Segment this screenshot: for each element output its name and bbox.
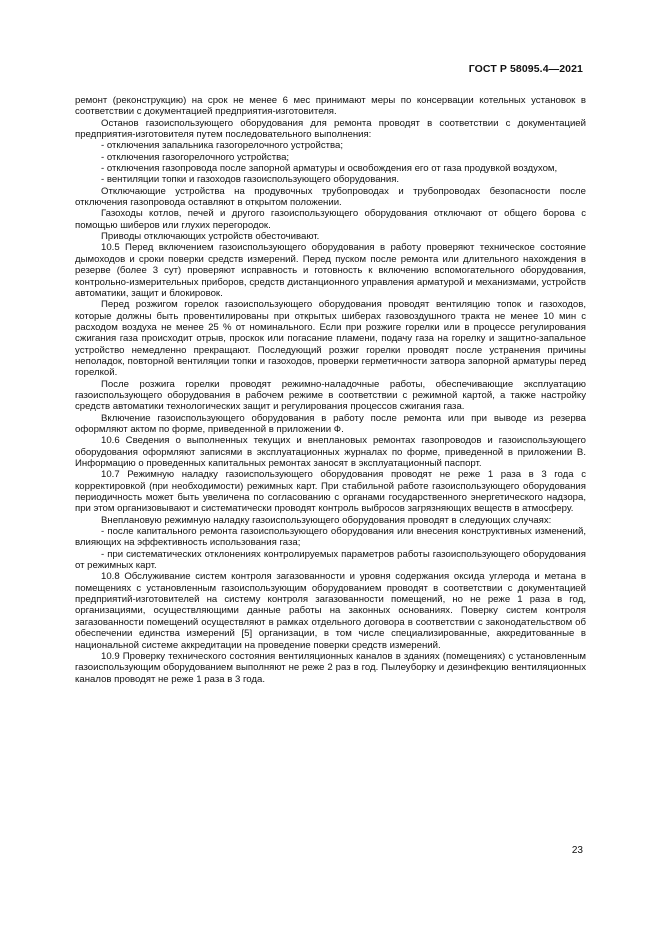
paragraph: Перед розжигом горелок газоиспользующего оборудования проводят вентиляцию топок и газоходов, которые должны быть провентилированы при открытых шиберах газовоздушного тракта не менее 10 мин с расходом воздуха не менее 25 % от номинального. Если при розжиге горелки или в процессе регулирования сжигания газа происходит отрыв, проскок или погасание пламени, подачу газа на горелку и защитно-запальное устройство немедленно прекращают. Последующий розжиг горелки проводят после устранения причины неполадок, повторной вентиляции топки и газоходов, проверки герметичности затвора запорной арматуры перед горелкой. — [75, 299, 586, 379]
paragraph: 10.7 Режимную наладку газоиспользующего оборудования проводят не реже 1 раза в 3 года с корректировкой (при необходимости) режимных карт. При стабильной работе газоиспользующего оборудования периодичность может быть увеличена по согласованию с органами государственного энергетического надзора, при этом организовывают и систематически проводят контроль выбросов загрязняющих веществ в атмосферу. — [75, 469, 586, 515]
paragraph: 10.6 Сведения о выполненных текущих и внеплановых ремонтах газопроводов и газоиспользующего оборудования оформляют записями в эксплуатационных журналах по форме, приведенной в приложении В. Информацию о проведенных капитальных ремонтах заносят в эксплуатационный паспорт. — [75, 435, 586, 469]
paragraph: После розжига горелки проводят режимно-наладочные работы, обеспечивающие эксплуатацию газоиспользующего оборудования в рабочем режиме в соответствии с режимной картой, а также настройку средств автоматики технологических защит и регулирования процессов сжигания газа. — [75, 378, 586, 413]
list-item: - вентиляции топки и газоходов газоиспользующего оборудования. — [101, 174, 400, 186]
paragraph: Отключающие устройства на продувочных трубопроводах и трубопроводах безопасности после отключения газопровода оставляют в открытом положении. — [75, 185, 586, 209]
paragraph: Останов газоиспользующего оборудования для ремонта проводят в соответствии с документацией предприятия-изготовителя путем последовательного выполнения: — [75, 117, 586, 141]
paragraph: Внеплановую режимную наладку газоиспользующего оборудования проводят в следующих случаях: — [101, 514, 552, 526]
paragraph: Приводы отключающих устройств обесточивают. — [101, 231, 320, 243]
paragraph: 10.5 Перед включением газоиспользующего оборудования в работу проверяют техническое состояние дымоходов и сроки поверки средств измерений. Перед пуском после ремонта или длительного нахождения в резерве (более 3 сут) проверяют исправность и готовность к включению вспомогательного оборудования, контрольно-измерительных приборов, средств дистанционного управления арматурой и механизмами, устройств автоматики, защит и блокировок. — [75, 242, 586, 299]
list-item: - при систематических отклонениях контролируемых параметров работы газоиспользующего оборудования от режимных карт. — [75, 548, 586, 572]
paragraph: ремонт (реконструкцию) на срок не менее 6 мес принимают меры по консервации котельных установок в соответствии с документацией предприятия-изготовителя. — [75, 95, 586, 118]
list-item: - отключения газопровода после запорной арматуры и освобождения его от газа продувкой воздухом, — [101, 163, 558, 175]
list-item: - отключения газогорелочного устройства; — [101, 151, 290, 163]
list-item: - после капитального ремонта газоиспользующего оборудования или внесения конструктивных изменений, влияющих на эффективность использования газа; — [75, 526, 586, 549]
paragraph: 10.8 Обслуживание систем контроля загазованности и уровня содержания оксида углерода и метана в помещениях с установленным газоиспользующим оборудованием проводят в соответствии с документацией предприятий-изготовителей на систему контроля загазованности помещений, но не реже 1 раза в год, организациями, осуществляющими данные работы на законных основаниях. Поверку систем контроля загазованности помещений осуществляют в рамках отдельного договора в соответствии с законодательством об обеспечении единства измерений [5] организации, в том числе специализированные, аккредитованные в национальной системе аккредитации на проведение поверки средств измерений. — [75, 571, 586, 651]
paragraph: Газоходы котлов, печей и другого газоиспользующего оборудования отключают от общего борова с помощью шиберов или глухих перегородок. — [75, 208, 586, 231]
paragraph: 10.9 Проверку технического состояния вентиляционных каналов в зданиях (помещениях) с установленным газоиспользующим оборудованием выполняют не реже 2 раз в год. Пылеуборку и дезинфекцию вентиляционных каналов проводят не реже 1 раза в 3 года. — [75, 650, 586, 685]
list-item: - отключения запальника газогорелочного устройства; — [101, 140, 344, 152]
document-code-header: ГОСТ Р 58095.4—2021 — [468, 63, 583, 75]
paragraph: Включение газоиспользующего оборудования в работу после ремонта или при выводе из резерва оформляют актом по форме, приведенной в приложении Ф. — [75, 412, 586, 435]
page-number: 23 — [571, 845, 583, 856]
document-body — [75, 95, 586, 685]
